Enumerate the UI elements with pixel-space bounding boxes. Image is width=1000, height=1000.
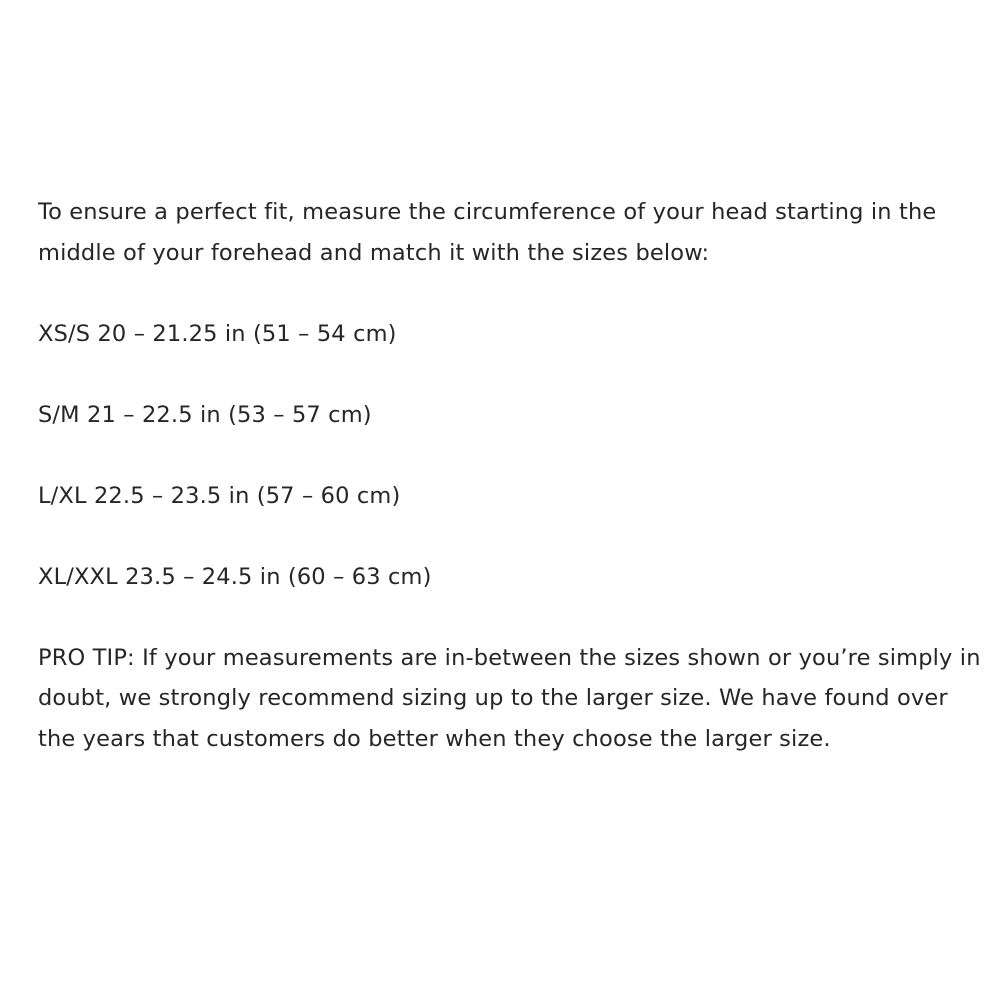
size-s-m: S/M 21 – 22.5 in (53 – 57 cm) [38,401,372,428]
size-xl-xxl: XL/XXL 23.5 – 24.5 in (60 – 63 cm) [38,563,432,590]
intro-paragraph: To ensure a perfect fit, measure the circumference of your head starting in the middle of your forehead and match it with the sizes below: [38,199,937,266]
pro-tip-paragraph: PRO TIP: If your measurements are in-between the sizes shown or you’re simply in doubt, we strongly recommend sizing up to the larger size. We have found over the years that customers do better when they choose the larger size. [38,644,981,752]
size-l-xl: L/XL 22.5 – 23.5 in (57 – 60 cm) [38,482,401,509]
sizing-guide [38,192,983,759]
size-xs-s: XS/S 20 – 21.25 in (51 – 54 cm) [38,320,397,347]
